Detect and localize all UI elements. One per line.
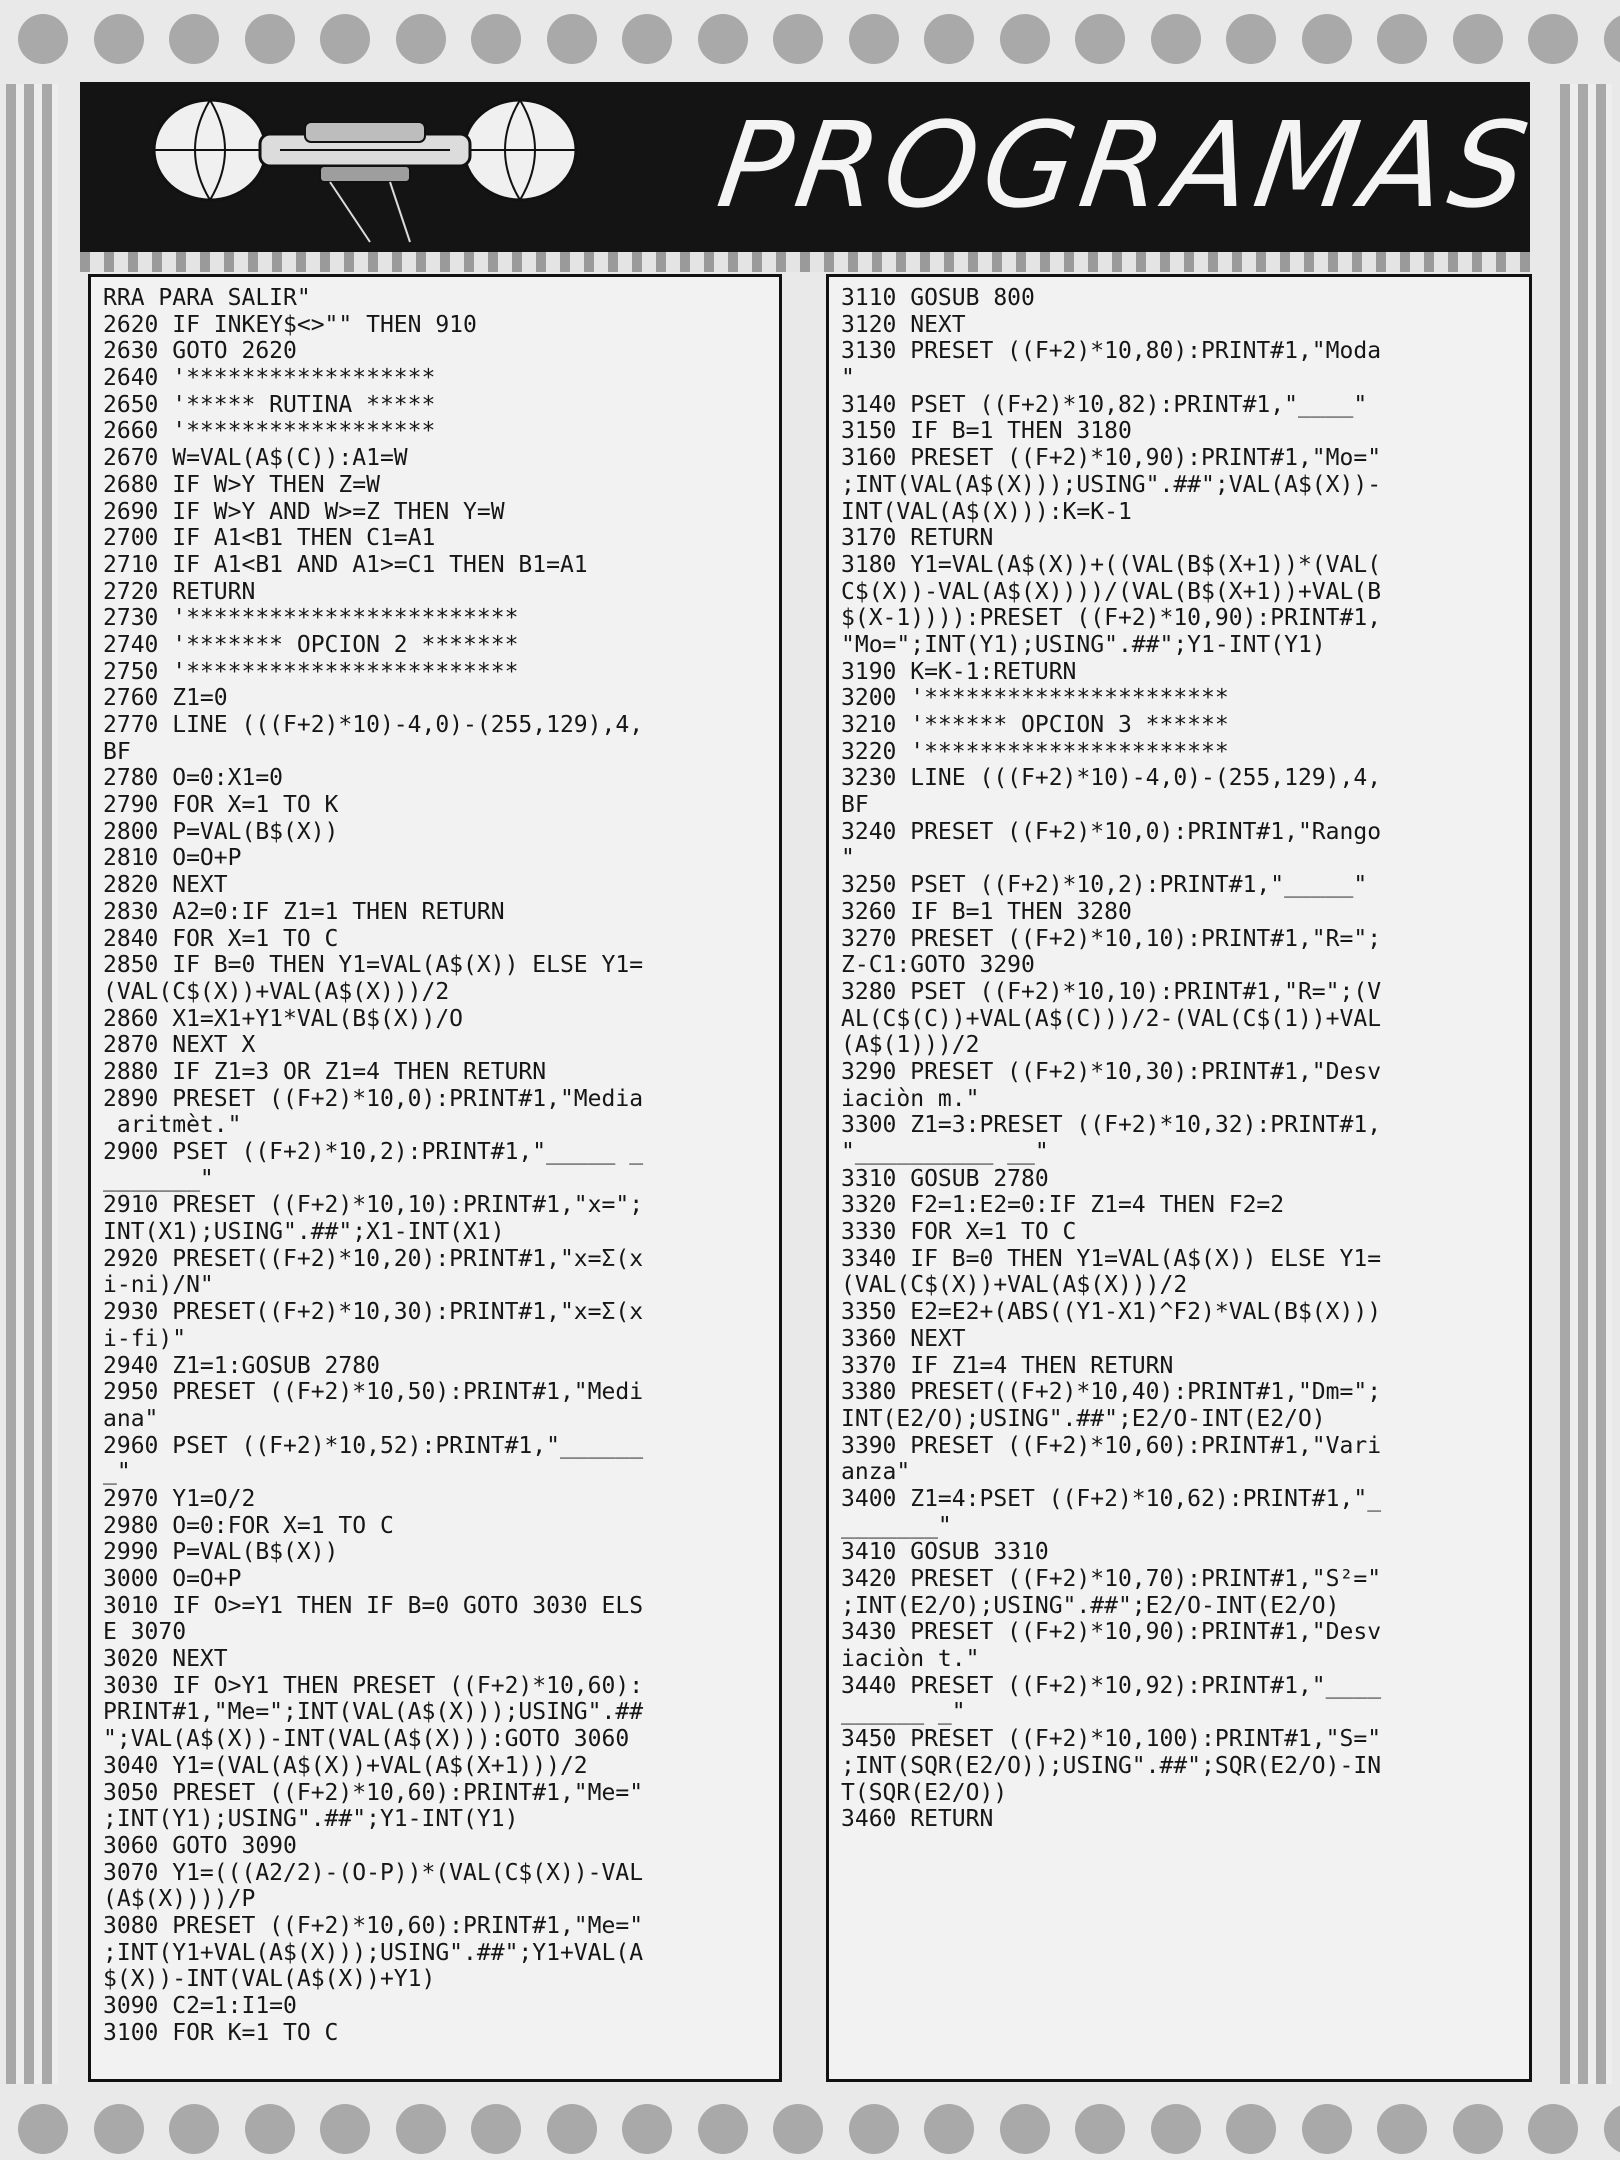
code-line: RRA PARA SALIR" <box>103 285 311 311</box>
perforation-dot <box>622 2104 672 2154</box>
code-line: "Mo=";INT(Y1);USING".##";Y1-INT(Y1) <box>841 631 1326 658</box>
code-column-right <box>826 274 1532 2082</box>
code-line: 3110 GOSUB 800 <box>841 285 1035 311</box>
perforation-dot <box>849 14 899 64</box>
code-line: 2680 IF W>Y THEN Z=W <box>103 471 380 498</box>
code-line: 3380 PRESET((F+2)*10,40):PRINT#1,"Dm="; <box>841 1379 1382 1406</box>
top-perforation <box>0 8 1620 70</box>
code-line: 3150 IF B=1 THEN 3180 <box>841 418 1132 445</box>
code-line: 2900 PSET ((F+2)*10,2):PRINT#1,"_____ _ <box>103 1139 644 1165</box>
perforation-dot <box>698 14 748 64</box>
code-line: 2630 GOTO 2620 <box>103 338 297 365</box>
perforation-dot <box>471 14 521 64</box>
code-line: 3430 PRESET ((F+2)*10,90):PRINT#1,"Desv <box>841 1619 1382 1646</box>
code-line: 3460 RETURN <box>841 1806 994 1833</box>
code-line: aritmèt." <box>103 1112 242 1139</box>
code-line: INT(VAL(A$(X))):K=K-1 <box>841 498 1132 525</box>
code-line: iaciòn t." <box>841 1646 980 1673</box>
perforation-dot <box>1000 14 1050 64</box>
code-line: 3050 PRESET ((F+2)*10,60):PRINT#1,"Me=" <box>103 1779 644 1806</box>
page-title: PROGRAMAS <box>710 96 1542 234</box>
code-line: 3350 E2=E2+(ABS((Y1-X1)^F2)*VAL(B$(X))) <box>841 1299 1382 1326</box>
page-header <box>80 82 1542 252</box>
code-line: 2940 Z1=1:GOSUB 2780 <box>103 1352 380 1379</box>
code-line: _" <box>103 1459 131 1486</box>
code-line: (A$(1)))/2 <box>841 1032 980 1059</box>
code-line: 2800 P=VAL(B$(X)) <box>103 818 339 845</box>
perforation-dot <box>924 2104 974 2154</box>
perforation-dot <box>1302 2104 1352 2154</box>
code-line: 2850 IF B=0 THEN Y1=VAL(A$(X)) ELSE Y1= <box>103 952 644 979</box>
code-line: 3320 F2=1:E2=0:IF Z1=4 THEN F2=2 <box>841 1192 1285 1219</box>
code-line: 3080 PRESET ((F+2)*10,60):PRINT#1,"Me=" <box>103 1912 644 1939</box>
spaceship-icon <box>140 92 590 252</box>
code-line: ;INT(Y1);USING".##";Y1-INT(Y1) <box>103 1806 519 1833</box>
code-line: 3270 PRESET ((F+2)*10,10):PRINT#1,"R="; <box>841 925 1382 952</box>
perforation-dot <box>94 14 144 64</box>
code-line: 2890 PRESET ((F+2)*10,0):PRINT#1,"Media <box>103 1085 644 1112</box>
code-line: C$(X))-VAL(A$(X))))/(VAL(B$(X+1))+VAL(B <box>841 578 1382 605</box>
code-line: 3000 O=O+P <box>103 1566 242 1592</box>
perforation-dot <box>1151 2104 1201 2154</box>
code-line: 3340 IF B=0 THEN Y1=VAL(A$(X)) ELSE Y1= <box>841 1245 1382 1272</box>
code-line: Z-C1:GOTO 3290 <box>841 952 1035 979</box>
code-line: 3120 NEXT <box>841 311 966 338</box>
code-line: 2770 LINE (((F+2)*10)-4,0)-(255,129),4, <box>103 712 644 738</box>
code-line: 3290 PRESET ((F+2)*10,30):PRINT#1,"Desv <box>841 1058 1382 1085</box>
bottom-perforation <box>0 2098 1620 2160</box>
code-line: 2720 RETURN <box>103 578 256 605</box>
perforation-dot <box>1377 14 1427 64</box>
perforation-dot <box>245 2104 295 2154</box>
code-line: T(SQR(E2/O)) <box>841 1779 1008 1806</box>
code-line: 2640 '****************** <box>103 365 436 392</box>
code-line: 2660 '****************** <box>103 418 436 445</box>
code-line: INT(E2/O);USING".##";E2/O-INT(E2/O) <box>841 1405 1326 1432</box>
perforation-dot <box>1604 14 1620 64</box>
code-line: ";VAL(A$(X))-INT(VAL(A$(X))):GOTO 3060 <box>103 1726 630 1753</box>
code-line: 2810 O=O+P <box>103 845 242 872</box>
code-line: BF <box>841 792 869 819</box>
code-line: 2730 '************************ <box>103 605 519 632</box>
code-line: 3160 PRESET ((F+2)*10,90):PRINT#1,"Mo=" <box>841 445 1382 472</box>
code-line: 2950 PRESET ((F+2)*10,50):PRINT#1,"Medi <box>103 1379 644 1406</box>
code-line: (VAL(C$(X))+VAL(A$(X)))/2 <box>841 1272 1188 1299</box>
perforation-dot <box>1604 2104 1620 2154</box>
code-line: 2780 O=0:X1=0 <box>103 765 284 792</box>
code-line: 3070 Y1=(((A2/2)-(O-P))*(VAL(C$(X))-VAL <box>103 1859 644 1886</box>
code-line: 2930 PRESET((F+2)*10,30):PRINT#1,"x=Σ(x <box>103 1299 644 1326</box>
code-line: 2880 IF Z1=3 OR Z1=4 THEN RETURN <box>103 1058 547 1085</box>
perforation-dot <box>169 2104 219 2154</box>
code-line: $(X-1)))):PRESET ((F+2)*10,90):PRINT#1, <box>841 605 1382 632</box>
code-line: 3100 FOR K=1 TO C <box>103 2019 339 2046</box>
code-line: 3250 PSET ((F+2)*10,2):PRINT#1,"_____" <box>841 872 1368 899</box>
perforation-dot <box>396 2104 446 2154</box>
code-line: 2740 '******* OPCION 2 ******* <box>103 631 519 658</box>
code-line: 2990 P=VAL(B$(X)) <box>103 1539 339 1566</box>
code-line: 3170 RETURN <box>841 525 994 552</box>
perforation-dot <box>471 2104 521 2154</box>
code-line: 3200 '********************** <box>841 685 1229 712</box>
perforation-dot <box>1226 14 1276 64</box>
code-line: 3230 LINE (((F+2)*10)-4,0)-(255,129),4, <box>841 765 1382 792</box>
perforation-dot <box>773 2104 823 2154</box>
code-line: 3140 PSET ((F+2)*10,82):PRINT#1,"____" <box>841 391 1368 418</box>
code-line: 3420 PRESET ((F+2)*10,70):PRINT#1,"S²=" <box>841 1566 1382 1592</box>
code-line: 3220 '********************** <box>841 738 1229 765</box>
code-line: INT(X1);USING".##";X1-INT(X1) <box>103 1219 505 1246</box>
code-line: 3180 Y1=VAL(A$(X))+((VAL(B$(X+1))*(VAL( <box>841 551 1382 578</box>
code-line: 3450 PRESET ((F+2)*10,100):PRINT#1,"S=" <box>841 1726 1382 1753</box>
code-line: i-ni)/N" <box>103 1272 214 1299</box>
code-line: 3020 NEXT <box>103 1646 228 1673</box>
code-line: 3360 NEXT <box>841 1325 966 1352</box>
code-line: 3190 K=K-1:RETURN <box>841 658 1077 685</box>
code-line: 3440 PRESET ((F+2)*10,92):PRINT#1,"____ <box>841 1672 1382 1699</box>
code-line: iaciòn m." <box>841 1085 980 1112</box>
code-line: 3060 GOTO 3090 <box>103 1832 297 1859</box>
perforation-dot <box>320 2104 370 2154</box>
code-line: E 3070 <box>103 1619 187 1646</box>
perforation-dot <box>547 2104 597 2154</box>
code-line: 3260 IF B=1 THEN 3280 <box>841 898 1132 925</box>
code-line: ;INT(Y1+VAL(A$(X)));USING".##";Y1+VAL(A <box>103 1939 644 1966</box>
code-line: 2910 PRESET ((F+2)*10,10):PRINT#1,"x="; <box>103 1192 644 1219</box>
code-line: 2870 NEXT X <box>103 1032 256 1059</box>
code-line: ana" <box>103 1405 159 1432</box>
perforation-dot <box>849 2104 899 2154</box>
perforation-dot <box>698 2104 748 2154</box>
perforation-dot <box>622 14 672 64</box>
code-line: 2970 Y1=O/2 <box>103 1485 256 1512</box>
code-line: 3030 IF O>Y1 THEN PRESET ((F+2)*10,60): <box>103 1672 644 1699</box>
code-line: 2980 O=0:FOR X=1 TO C <box>103 1512 394 1539</box>
code-line: anza" <box>841 1459 911 1486</box>
code-line: 2710 IF A1<B1 AND A1>=C1 THEN B1=A1 <box>103 551 588 578</box>
perforation-dot <box>773 14 823 64</box>
code-column-left <box>88 274 782 2082</box>
code-line: 3240 PRESET ((F+2)*10,0):PRINT#1,"Rango <box>841 818 1382 845</box>
code-line: BF <box>103 738 131 765</box>
code-line: 3400 Z1=4:PSET ((F+2)*10,62):PRINT#1,"_ <box>841 1485 1382 1512</box>
code-line: 2700 IF A1<B1 THEN C1=A1 <box>103 525 436 552</box>
code-line: $(X))-INT(VAL(A$(X))+Y1) <box>103 1966 436 1993</box>
code-line: "__________ __" <box>841 1139 1049 1165</box>
code-line: 3040 Y1=(VAL(A$(X))+VAL(A$(X+1)))/2 <box>103 1752 588 1779</box>
code-line: 2790 FOR X=1 TO K <box>103 792 339 819</box>
perforation-dot <box>1453 14 1503 64</box>
perforation-dot <box>320 14 370 64</box>
code-line: 2750 '************************ <box>103 658 519 685</box>
perforation-dot <box>18 14 68 64</box>
perforation-dot <box>1377 2104 1427 2154</box>
perforation-dot <box>94 2104 144 2154</box>
code-line: 2840 FOR X=1 TO C <box>103 925 339 952</box>
code-line: 2820 NEXT <box>103 872 228 899</box>
code-line: 2760 Z1=0 <box>103 685 228 712</box>
code-line: 3130 PRESET ((F+2)*10,80):PRINT#1,"Moda <box>841 338 1382 365</box>
perforation-dot <box>1151 14 1201 64</box>
code-line: 3210 '****** OPCION 3 ****** <box>841 712 1229 738</box>
perforation-dot <box>1000 2104 1050 2154</box>
code-line: " <box>841 845 855 872</box>
header-ruler <box>80 252 1530 272</box>
code-line: 3010 IF O>=Y1 THEN IF B=0 GOTO 3030 ELS <box>103 1592 644 1619</box>
code-line: 3310 GOSUB 2780 <box>841 1165 1049 1192</box>
perforation-dot <box>1075 2104 1125 2154</box>
code-line: ;INT(VAL(A$(X)));USING".##";VAL(A$(X))- <box>841 471 1382 498</box>
code-line: 2960 PSET ((F+2)*10,52):PRINT#1,"______ <box>103 1432 644 1459</box>
code-line: (VAL(C$(X))+VAL(A$(X)))/2 <box>103 978 450 1005</box>
perforation-dot <box>1453 2104 1503 2154</box>
perforation-dot <box>169 14 219 64</box>
perforation-dot <box>1075 14 1125 64</box>
perforation-dot <box>1302 14 1352 64</box>
code-line: _______" <box>841 1512 952 1539</box>
code-line: " <box>841 365 855 392</box>
code-line: AL(C$(C))+VAL(A$(C)))/2-(VAL(C$(1))+VAL <box>841 1005 1382 1032</box>
code-line: 2620 IF INKEY$<>"" THEN 910 <box>103 311 477 338</box>
perforation-dot <box>547 14 597 64</box>
code-line: ;INT(E2/O);USING".##";E2/O-INT(E2/O) <box>841 1592 1340 1619</box>
perforation-dot <box>924 14 974 64</box>
code-line: PRINT#1,"Me=";INT(VAL(A$(X)));USING".## <box>103 1699 644 1726</box>
code-line: 2860 X1=X1+Y1*VAL(B$(X))/O <box>103 1005 464 1032</box>
perforation-dot <box>1528 14 1578 64</box>
code-line: _______" <box>103 1165 214 1192</box>
code-line: 3280 PSET ((F+2)*10,10):PRINT#1,"R=";(V <box>841 978 1382 1005</box>
code-line: 3370 IF Z1=4 THEN RETURN <box>841 1352 1174 1379</box>
code-line: 2920 PRESET((F+2)*10,20):PRINT#1,"x=Σ(x <box>103 1245 644 1272</box>
code-line: 2690 IF W>Y AND W>=Z THEN Y=W <box>103 498 505 525</box>
perforation-dot <box>1226 2104 1276 2154</box>
right-margin-stripes <box>1560 84 1612 2084</box>
perforation-dot <box>18 2104 68 2154</box>
code-line: 3330 FOR X=1 TO C <box>841 1219 1077 1246</box>
code-line: 3300 Z1=3:PRESET ((F+2)*10,32):PRINT#1, <box>841 1112 1382 1139</box>
code-line: 3090 C2=1:I1=0 <box>103 1993 297 2019</box>
left-margin-stripes <box>6 84 58 2084</box>
code-line: 2650 '***** RUTINA ***** <box>103 391 436 418</box>
perforation-dot <box>1528 2104 1578 2154</box>
code-line: i-fi)" <box>103 1325 187 1352</box>
perforation-dot <box>245 14 295 64</box>
code-line: (A$(X))))/P <box>103 1886 256 1913</box>
code-line: 3410 GOSUB 3310 <box>841 1539 1049 1566</box>
code-line: ______ _" <box>841 1699 966 1726</box>
code-line: ;INT(SQR(E2/O));USING".##";SQR(E2/O)-IN <box>841 1752 1382 1779</box>
code-line: 3390 PRESET ((F+2)*10,60):PRINT#1,"Vari <box>841 1432 1382 1459</box>
code-line: 2670 W=VAL(A$(C)):A1=W <box>103 445 408 472</box>
perforation-dot <box>396 14 446 64</box>
code-line: 2830 A2=0:IF Z1=1 THEN RETURN <box>103 898 505 925</box>
